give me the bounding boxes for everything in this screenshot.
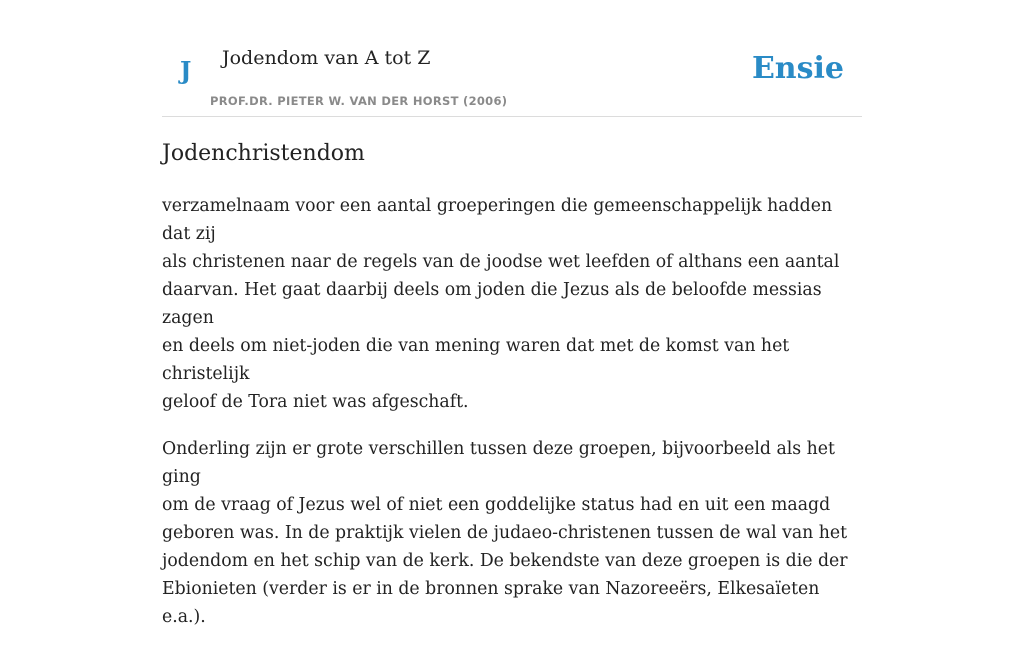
book-header xyxy=(162,0,862,117)
entry-title: Jodenchristendom xyxy=(162,141,365,166)
entry-body xyxy=(162,192,862,650)
book-logo-letter: J xyxy=(180,56,192,85)
brand-logo-link[interactable]: Ensie xyxy=(751,51,844,86)
book-title[interactable]: Jodendom van A tot Z xyxy=(222,47,431,69)
book-author: PROF.DR. PIETER W. VAN DER HORST (2006) xyxy=(210,94,508,108)
entry-paragraph: verzamelnaam voor een aantal groeperingen die gemeenschappelijk hadden dat zij als christenen naar de regels van de joodse wet leefden of althans een aantal daarvan. Het gaat daarbij deels om joden die Jezus als de beloofde messias zagen en deels om niet-joden die van mening waren dat met de komst van het christelijk geloof de Tora niet was afgeschaft. xyxy=(162,196,840,412)
entry-paragraph: Onderling zijn er grote verschillen tussen deze groepen, bijvoorbeeld als het ging om de vraag of Jezus wel of niet een goddelijke status had en uit een maagd geboren was. In de praktijk vielen de judaeo-christenen tussen de wal van het jodendom en het schip van de kerk. De bekendste van deze groepen is die der Ebionieten (verder is er in de bronnen sprake van Nazoreeërs, Elkesaïeten e.a.). xyxy=(162,439,848,627)
